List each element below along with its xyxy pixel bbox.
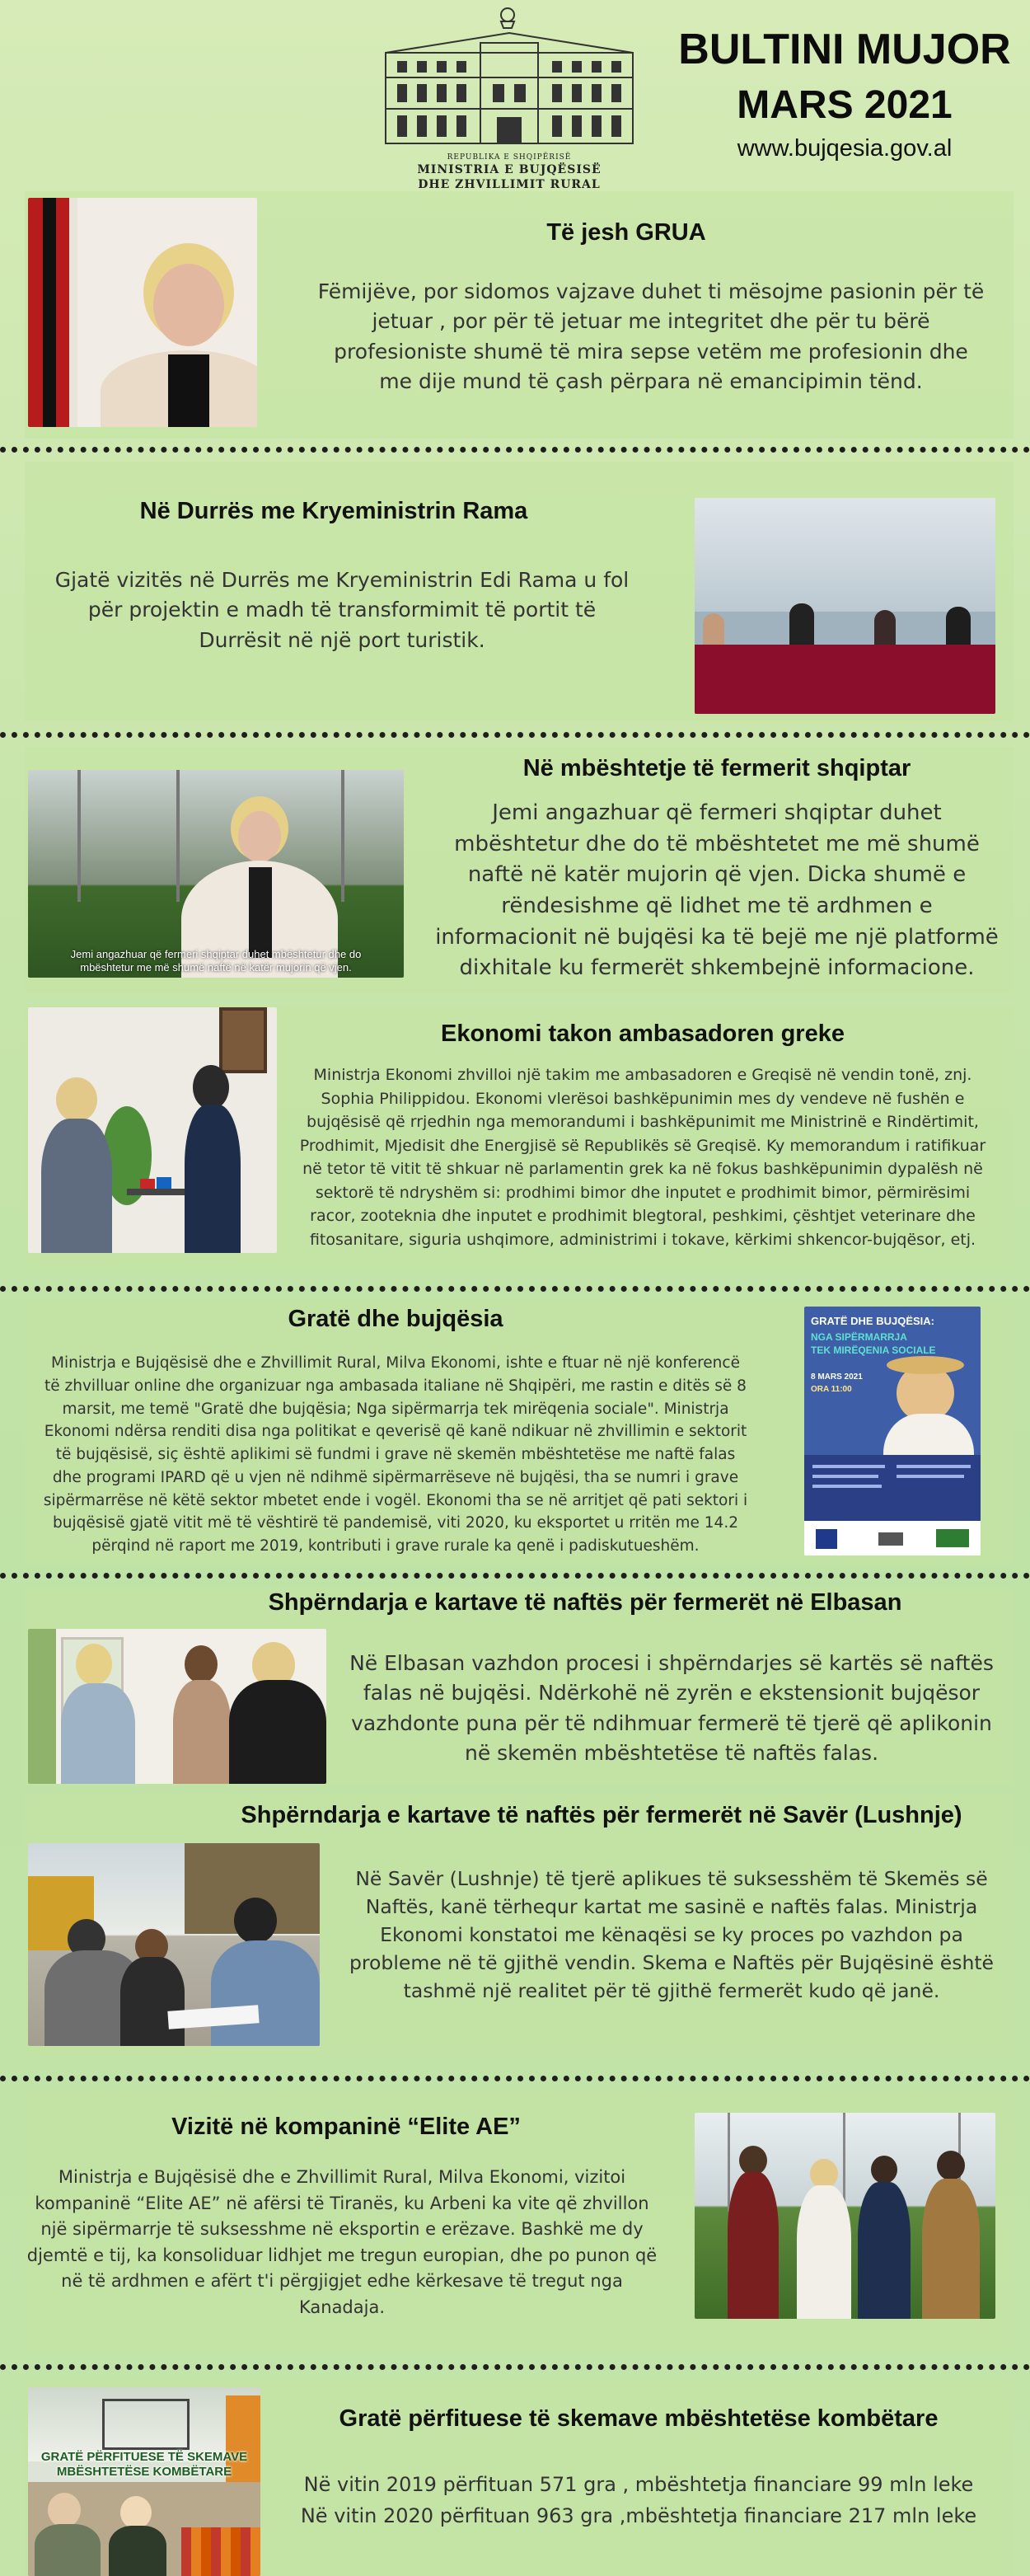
ministry-logo-line2: MINISTRIA E BUJQËSISË <box>417 163 602 176</box>
bulletin-month: MARS 2021 <box>737 83 953 127</box>
greek-ambassador-meeting-photo <box>28 1007 277 1253</box>
poster-time: ORA 11:00 <box>811 1385 852 1394</box>
photo-banner-line1: GRATË PËRFITUESE TË SKEMAVE <box>40 2450 248 2464</box>
section-body: Fëmijëve, por sidomos vajzave duhet ti mësojme pasionin për të jetuar , por për të jetuar me integritet dhe për tu bërë profesioniste shumë të mira sepse vetëm me profesionin dhe me dije mund të çash përpara në emancipimin tënd. <box>317 279 985 393</box>
ministry-building-logo <box>377 2 641 154</box>
photo-caption: Jemi angazhuar që fermeri shqiptar duhet mbështetur dhe do mbështetur me më shumë naftë në katër mujorin që vjen. <box>70 947 362 974</box>
greenhouse-interview-photo <box>28 770 404 978</box>
section-title: Në mbështetje të fermerit shqiptar <box>522 755 911 781</box>
durres-meeting-photo <box>695 498 995 714</box>
section-title: Shpërndarja e kartave të naftës për fermerët në Elbasan <box>268 1589 902 1616</box>
poster-date: 8 MARS 2021 <box>811 1372 863 1382</box>
beneficiaries-2019-line: Në vitin 2019 përfituan 571 gra , mbështetja financiare 99 mln leke <box>303 2473 974 2496</box>
photo-banner-line2: MBËSHTETËSE KOMBËTARE <box>56 2465 232 2479</box>
dotted-divider <box>0 1286 1030 1292</box>
saver-fuel-cards-photo <box>28 1843 320 2046</box>
beneficiaries-2020-line: Në vitin 2020 përfituan 963 gra ,mbështetja financiare 217 mln leke <box>300 2504 977 2527</box>
section-title: Gratë përfituese të skemave mbështetëse kombëtare <box>339 2405 939 2432</box>
section-body: Ministrja Ekonomi zhvilloi një takim me ambasadoren e Greqisë në vendin tonë, znj. Sophia Philippidou. Ekonomi vlerësoi bashkëpunimin mes dy vendeve në fushën e bujqësisë që rrjedhin nga memorandumi i bashkëpunimit me Ministrinë e Rindërtimit, Prodhimit, Mjedisit dhe Energjisë së Republikës së Greqisë. Ky memorandum i ratifikuar në tetor të vitit të shkuar në parlamentin grek ka në fokus bashkëpunimin dypalësh në sektorë të ndryshëm si: prodhimi bimor dhe inputet e prodhimit bimor, përmirësimi racor, zooteknia dhe inputet e prodhimit blegtoral, peshkimi, çështjet veterinare dhe fitosanitare, siguria ushqimore, administrimi i tokave, kërkimi shkencor-bujqësor, etj. <box>299 1066 986 1249</box>
dotted-divider <box>0 732 1030 738</box>
section-title: Ekonomi takon ambasadoren greke <box>441 1021 845 1047</box>
conference-poster <box>804 1307 981 1555</box>
section-title: Në Durrës me Kryeministrin Rama <box>139 498 528 524</box>
section-title: Vizitë në kompaninë “Elite AE” <box>171 2114 521 2140</box>
section-body: Gjatë vizitës në Durrës me Kryeministrin Edi Rama u fol për projektin e madh të transformimit të portit të Durrësit në një port turistik. <box>54 568 630 652</box>
section-title: Të jesh GRUA <box>546 219 706 246</box>
website-link[interactable]: www.bujqesia.gov.al <box>737 135 953 162</box>
poster-subtitle-1: NGA SIPËRMARRJA <box>811 1331 907 1343</box>
ministry-logo-line1: REPUBLIKA E SHQIPËRISË <box>447 153 572 162</box>
elite-ae-greenhouse-photo <box>695 2113 995 2319</box>
section-body: Në Savër (Lushnje) të tjerë aplikues të suksesshëm të Skemës së Naftës, kanë tërhequr kartat me sasinë e naftës falas. Ministrja Ekonomi konstatoi me kënaqësi se ky proces po vazhdon pa probleme në të gjithë vendin. Skema e Naftës për Bujqësinë është tashmë një realitet për të gjithë fermerët kudo që janë. <box>349 1867 995 2003</box>
women-beneficiaries-photo <box>28 2387 260 2576</box>
bulletin-title: BULTINI MUJOR <box>678 26 1011 73</box>
poster-subtitle-2: TEK MIRËQENIA SOCIALE <box>811 1344 936 1356</box>
dotted-divider <box>0 2364 1030 2370</box>
elbasan-fuel-cards-photo <box>28 1629 326 1784</box>
section-title: Gratë dhe bujqësia <box>288 1306 503 1332</box>
section-title: Shpërndarja e kartave të naftës për fermerët në Savër (Lushnje) <box>241 1802 962 1828</box>
poster-title: GRATË DHE BUJQËSIA: <box>811 1315 934 1327</box>
minister-portrait-photo <box>28 198 257 427</box>
section-body: Në Elbasan vazhdon procesi i shpërndarjes së kartës së naftës falas në bujqësi. Ndërkohë në zyrën e ekstensionit bujqësor vazhdonte puna për të ndihmuar fermerë të tjerë që aplikonin në skemën mbështetëse të naftës falas. <box>349 1651 994 1765</box>
dotted-divider <box>0 2076 1030 2081</box>
dotted-divider <box>0 1573 1030 1579</box>
section-body: Jemi angazhuar që fermeri shqiptar duhet mbështetur dhe do të mbështetet me më shumë naftë në katër mujorin që vjen. Dicka shumë e rëndesishme që lidhet me të ardhmen e informacionit në bujqësi ka të bejë me një platformë dixhitale ku fermerët shkembejnë informacione. <box>435 800 999 981</box>
ministry-logo-line3: DHE ZHVILLIMIT RURAL <box>418 178 601 191</box>
section-body: Ministrja e Bujqësisë dhe e Zhvillimit Rural, Milva Ekonomi, vizitoi kompaninë “Elite AE” në afërsi të Tiranës, ku Arbeni ka vite që zhvillon një sipërmarrje të suksesshme në eksportin e erëzave. Bashkë me dy djemtë e tij, ka konsoliduar lidhjet me tregun europian, dhe po punon që në të ardhmen e afërt t'i përgjigjet edhe kërkesave të tregut nga Kanadaja. <box>26 2167 658 2317</box>
section-body: Ministrja e Bujqësisë dhe e Zhvillimit Rural, Milva Ekonomi, ishte e ftuar në një konferencë të zhvilluar online dhe organizuar nga ambasada italiane në Shqipëri, me rastin e ditës së 8 marsit, me temë "Gratë dhe bujqësia; Nga sipërmarrja tek mirëqenia sociale". Ministrja Ekonomi ndërsa renditi disa nga politikat e qeverisë që kanë ndikuar në zhvillimin e sektorit të bujqësisë, siç është aplikimi së fundmi i grave në skemën mbështetëse me naftë falas dhe programi IPARD që u vjen në ndihmë sipërmarrëseve në bujqësi, tha se numri i grave sipërmarrëse në këtë sektor mbetet ende i vogël. Ekonomi tha se në arritjet që pati sektori i bujqësisë gjatë vitit më të vështirë të pandemisë, viti 2020, ku eksportet u rritën me 14.2 përqind në raport me 2019, kontributi i grave rurale ka qenë i padiskutueshëm. <box>43 1354 748 1555</box>
dotted-divider <box>0 447 1030 453</box>
